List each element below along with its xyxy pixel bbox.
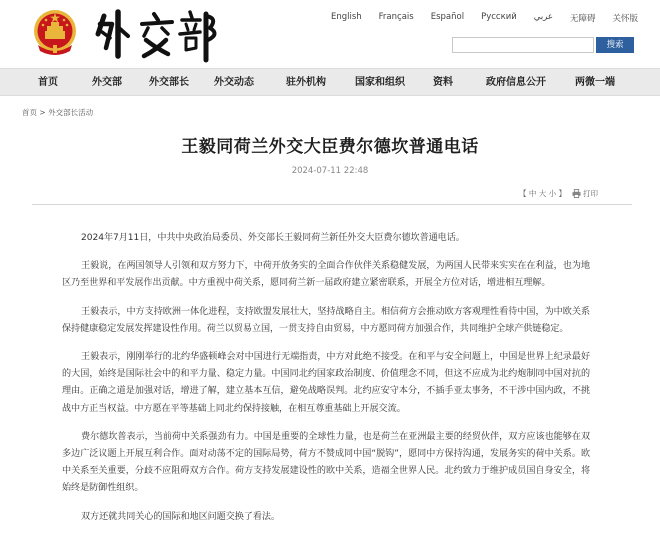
breadcrumb-separator: > [39, 108, 46, 117]
article-paragraph: 双方还就共同关心的国际和地区问题交换了看法。 [81, 511, 280, 522]
nav-item-countries-orgs[interactable]: 国家和组织 [355, 77, 405, 88]
nav-item-minister[interactable]: 外交部长 [149, 77, 189, 88]
article-body [62, 230, 590, 537]
breadcrumb-home[interactable]: 首页 [22, 108, 37, 117]
accessibility-link[interactable]: 无障碍 [569, 14, 596, 24]
divider [32, 204, 632, 205]
printer-icon [572, 189, 581, 198]
print-label: 打印 [583, 189, 598, 198]
article-paragraph: 王毅说，在两国领导人引领和双方努力下，中荷开放务实的全面合作伙伴关系稳健发展，为两国人民带来实实在在利益，也为地区乃至世界和平发展作出贡献。中方重视中荷关系，愿同荷兰新一届政府建立紧密联系，开展全方位对话，增进相互理解。 [62, 261, 590, 289]
nav-item-social-media[interactable]: 两微一端 [575, 77, 615, 88]
nav-item-home[interactable]: 首页 [38, 77, 58, 88]
nav-item-ministry[interactable]: 外交部 [92, 77, 122, 88]
search-input[interactable] [453, 44, 593, 58]
search-field[interactable] [452, 37, 594, 53]
article-date: 2024-07-11 22:48 [291, 166, 369, 176]
print-button[interactable] [572, 188, 598, 199]
national-emblem-icon[interactable] [32, 7, 78, 57]
site-header [0, 0, 660, 68]
lang-arabic-link[interactable]: عربي [533, 12, 553, 22]
calligraphy-logo[interactable] [92, 4, 222, 64]
article-paragraph: 2024年7月11日，中共中央政治局委员、外交部长王毅同荷兰新任外交大臣费尔德坎普通电话。 [81, 233, 465, 243]
lang-english-link[interactable]: English [330, 12, 362, 22]
font-size-switcher[interactable]: 【 中 大 小 】 [518, 189, 566, 198]
main-nav [0, 68, 660, 96]
lang-french-link[interactable]: Français [378, 12, 414, 22]
search-button[interactable]: 搜索 [596, 37, 634, 53]
breadcrumb-current[interactable]: 外交部长活动 [48, 108, 94, 117]
nav-item-missions-abroad[interactable]: 驻外机构 [286, 77, 326, 88]
nav-item-gov-info[interactable]: 政府信息公开 [486, 77, 546, 88]
article-tools [519, 188, 598, 199]
article-title: 王毅同荷兰外交大臣费尔德坎普通电话 [181, 137, 479, 157]
article-paragraph: 王毅表示，中方支持欧洲一体化进程，支持欧盟发展壮大，坚持战略自主。相信荷方会推动欧方客观理性看待中国，为中欧关系保持健康稳定发展发挥建设性作用。荷兰以贸易立国，一贯支持自由贸易，中方愿同荷方加强合作，共同维护全球产供链稳定。 [62, 306, 590, 334]
nav-item-resources[interactable]: 资料 [433, 77, 453, 88]
lang-russian-link[interactable]: Русский [481, 12, 517, 22]
nav-item-diplomatic-news[interactable]: 外交动态 [214, 77, 254, 88]
breadcrumb [22, 107, 93, 118]
article-paragraph: 王毅表示，刚刚举行的北约华盛顿峰会对中国进行无端指责，中方对此绝不接受。在和平与安全问题上，中国是世界上纪录最好的大国，始终是国际社会中的和平力量、稳定力量。中国同北约国家政治制度、价值理念不同，但这不应成为北约炮制同中国对抗的理由。正确之道是加强对话，增进了解，建立基本互信，避免战略误判。北约应安守本分，不插手亚太事务，不干涉中国内政，不挑战中方正当权益。中方愿在平等基础上同北约保持接触，在相互尊重基础上开展交流。 [62, 352, 590, 414]
article-paragraph: 费尔德坎普表示，当前荷中关系强劲有力。中国是重要的全球性力量，也是荷兰在亚洲最主要的经贸伙伴，双方应该也能够在双多边广泛议题上开展互利合作。面对动荡不定的国际局势，荷方不赞成同中国“脱钩”，愿同中方保持沟通，发展务实的荷中关系。欧中关系至关重要，分歧不应阻碍双方合作。荷方支持发展建设性的欧中关系，造福全世界人民。北约致力于维护成员国自身安全，将始终是防御性组织。 [62, 431, 590, 494]
elder-care-link[interactable]: 关怀版 [612, 14, 638, 24]
language-switcher [314, 12, 638, 24]
lang-spanish-link[interactable]: Español [430, 12, 465, 22]
